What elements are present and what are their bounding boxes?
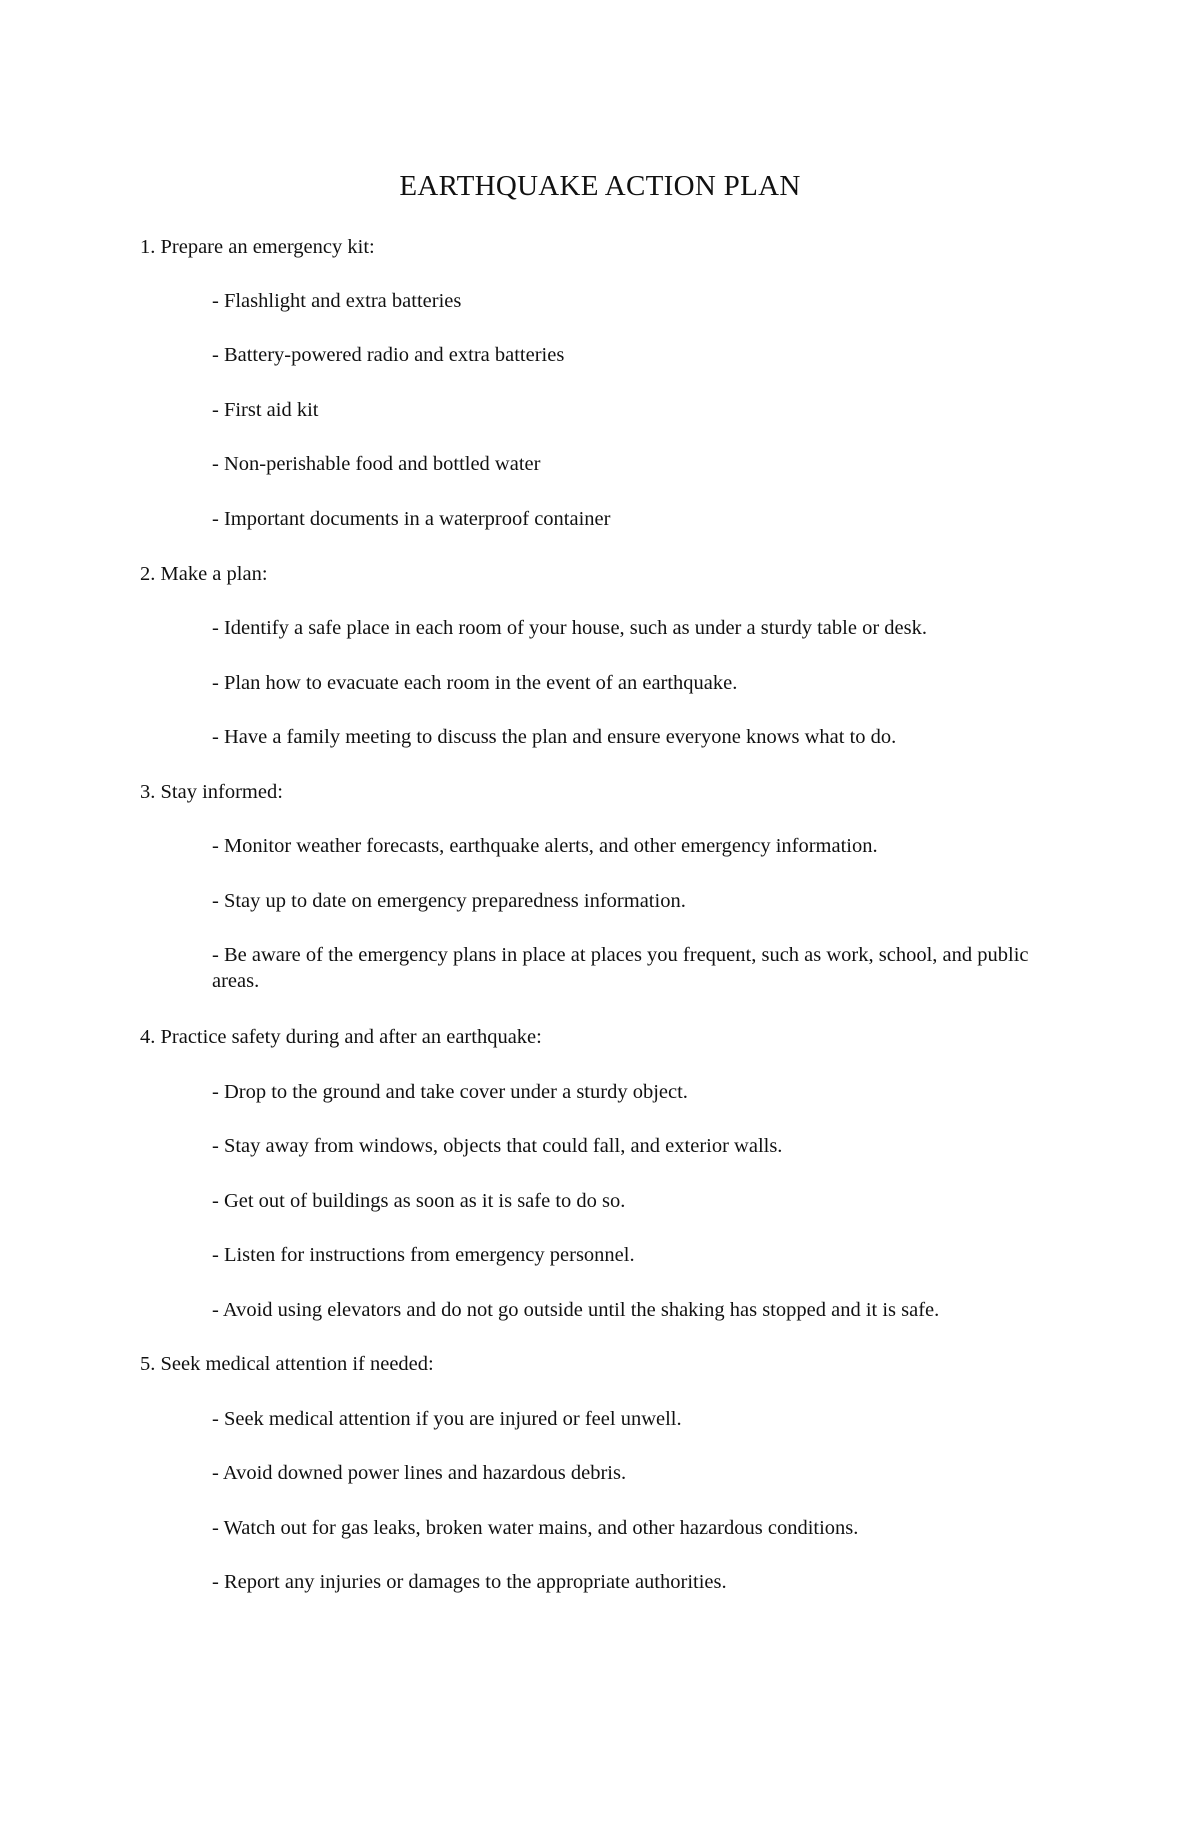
document-title: EARTHQUAKE ACTION PLAN xyxy=(399,170,801,202)
list-item: - Monitor weather forecasts, earthquake alerts, and other emergency information. xyxy=(212,835,878,857)
list-item: - Report any injuries or damages to the appropriate authorities. xyxy=(212,1571,727,1593)
list-item: - Identify a safe place in each room of your house, such as under a sturdy table or desk. xyxy=(212,617,927,639)
list-item: - Listen for instructions from emergency personnel. xyxy=(212,1244,635,1266)
list-item: - Non-perishable food and bottled water xyxy=(212,453,541,475)
list-item: - Stay up to date on emergency preparedness information. xyxy=(212,890,686,912)
list-item: - Watch out for gas leaks, broken water mains, and other hazardous conditions. xyxy=(212,1517,859,1539)
list-item: - Have a family meeting to discuss the plan and ensure everyone knows what to do. xyxy=(212,726,897,748)
section-heading-4: 4. Practice safety during and after an earthquake: xyxy=(140,1026,542,1048)
list-item: - Get out of buildings as soon as it is safe to do so. xyxy=(212,1190,626,1212)
list-item: - Plan how to evacuate each room in the event of an earthquake. xyxy=(212,672,738,694)
section-heading-5: 5. Seek medical attention if needed: xyxy=(140,1353,434,1375)
list-item: - Drop to the ground and take cover under a sturdy object. xyxy=(212,1081,688,1103)
section-heading-1: 1. Prepare an emergency kit: xyxy=(140,236,375,258)
list-item: - First aid kit xyxy=(212,399,319,421)
section-heading-2: 2. Make a plan: xyxy=(140,563,268,585)
list-item: - Battery-powered radio and extra batteries xyxy=(212,344,565,366)
list-item: - Be aware of the emergency plans in place at places you frequent, such as work, school, and public areas. xyxy=(212,944,1029,992)
list-item: - Seek medical attention if you are injured or feel unwell. xyxy=(212,1408,682,1430)
list-item: - Flashlight and extra batteries xyxy=(212,290,462,312)
section-heading-3: 3. Stay informed: xyxy=(140,781,283,803)
list-item: - Avoid downed power lines and hazardous debris. xyxy=(212,1462,627,1484)
list-item: - Avoid using elevators and do not go outside until the shaking has stopped and it is safe. xyxy=(212,1299,940,1321)
list-item: - Stay away from windows, objects that could fall, and exterior walls. xyxy=(212,1135,783,1157)
list-item: - Important documents in a waterproof container xyxy=(212,508,611,530)
